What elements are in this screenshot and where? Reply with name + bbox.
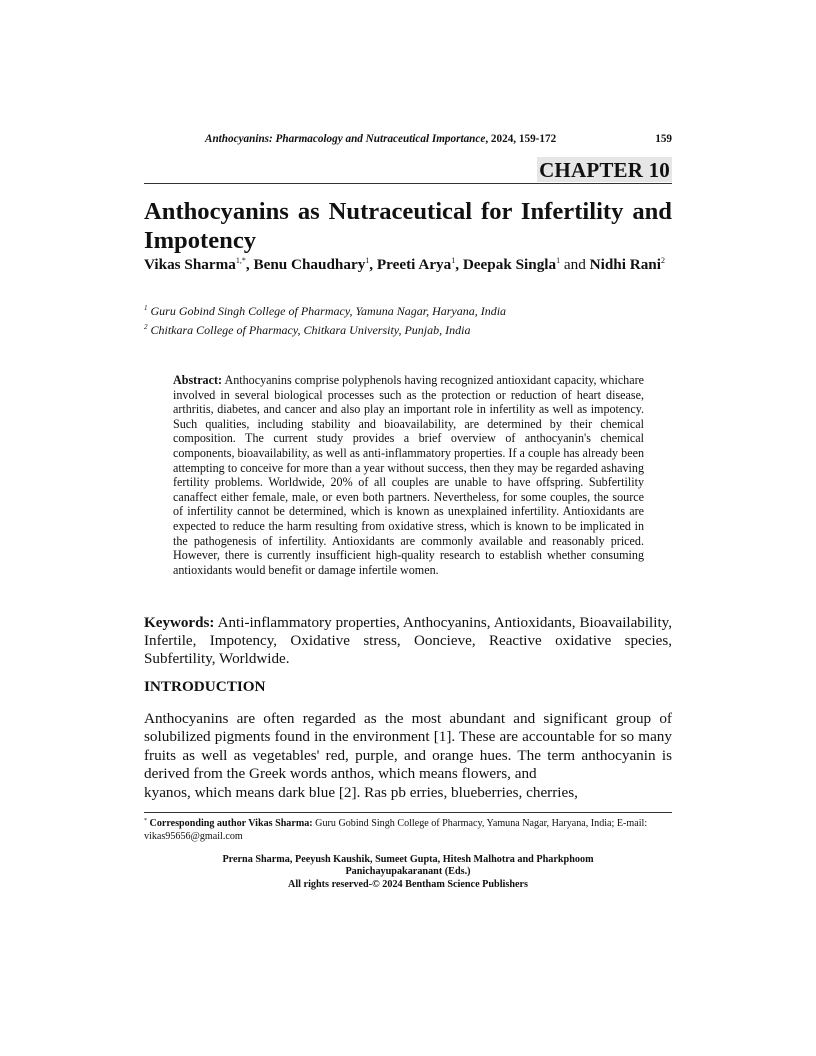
author-sup: 1,* — [235, 256, 246, 265]
book-title: Anthocyanins: Pharmacology and Nutraceutical Importance — [205, 133, 486, 145]
author-sup: 1 — [365, 256, 370, 265]
keywords-label: Keywords: — [144, 615, 215, 631]
page-number: 159 — [655, 133, 672, 145]
footnote-label: Corresponding author Vikas Sharma: — [149, 818, 313, 829]
introduction-paragraph: Anthocyanins are often regarded as the most abundant and significant group of solubilized pigments found in the environment [1]. These are accountable for so many fruits as well as vegetables' red, purple, and orange hues. The term anthocyanin is derived from the Greek words anthos, which means flowers, and — [144, 710, 672, 783]
affiliation-sup: 1 — [144, 304, 148, 312]
affiliation-text: Chitkara College of Pharmacy, Chitkara University, Punjab, India — [150, 323, 471, 337]
introduction-last-line: kyanos, which means dark blue [2]. Ras pb erries, blueberries, cherries, — [144, 783, 578, 801]
chapter-header-rule — [144, 157, 672, 184]
chapter-label: CHAPTER 10 — [539, 158, 670, 182]
keywords-text: Anti-inflammatory properties, Anthocyanins, Antioxidants, Bioavailability, Infertile, Impotency, Oxidative stress, Ooncieve, Reactive oxidative species, Subfertility, Worldwide. — [144, 615, 672, 668]
chapter-title: Anthocyanins as Nutraceutical for Infertility and Impotency — [144, 198, 672, 254]
affiliation-sup: 2 — [144, 323, 148, 331]
editors-line: Prerna Sharma, Peeyush Kaushik, Sumeet Gupta, Hitesh Malhotra and Pharkphoom — [222, 854, 594, 865]
footnote-sup: * — [144, 818, 147, 824]
author-sep: and — [560, 256, 590, 273]
footnote — [144, 815, 672, 843]
author-name: Nidhi Rani — [589, 256, 661, 273]
author-name: Preeti Arya — [376, 256, 452, 273]
affiliation — [144, 304, 672, 319]
abstract-label: Abstract: — [173, 373, 223, 387]
author-name: Benu Chaudhary — [253, 256, 366, 273]
running-head-text — [205, 133, 556, 145]
author-sep: , — [245, 256, 254, 273]
author-sup: 1 — [556, 256, 561, 265]
author-sup: 2 — [660, 256, 665, 265]
introduction-body — [144, 710, 672, 802]
author-sep: , — [369, 256, 377, 273]
author-name: Vikas Sharma — [144, 256, 236, 273]
editors-credit — [144, 854, 672, 891]
editors-line: Panichayupakaranant (Eds.) — [345, 866, 471, 878]
author-sep: , — [455, 256, 463, 273]
copyright-line: All rights reserved-© 2024 Bentham Science Publishers — [287, 878, 529, 890]
section-heading: INTRODUCTION — [144, 678, 266, 695]
footnote-rule — [144, 812, 672, 813]
author-sup: 1 — [451, 256, 456, 265]
affiliation — [144, 323, 672, 338]
keywords — [144, 614, 672, 669]
author-name: Deepak Singla — [462, 256, 557, 273]
abstract-text: Anthocyanins comprise polyphenols having recognized antioxidant capacity, whichare involved in several biological processes such as the protection or reduction of heart disease, arthritis, diabetes, and cancer and also play an important role in infertility as well as impotency. Such qualities, including stability and bioavailability, are determined by their chemical composition. The current study provides a brief overview of anthocyanin's chemical components, bioavailability, as well as anti-inflammatory properties. If a couple has already been attempting to conceive for more than a year without success, then they may be regarded ashaving fertility problems. Worldwide, 20% of all couples are unable to have offspring. Subfertility canaffect either female, male, or even both partners. Nevertheless, for some couples, the source of infertility cannot be determined, which is known as unexplained infertility. Antioxidants are expected to reduce the harm resulting from oxidative stress, which is known to be implicated in the pathogenesis of infertility. Antioxidants are commonly available and reasonably priced. However, there is currently insufficient high-quality research to establish whether consuming antioxidants would benefit or damage infertile women. — [173, 373, 644, 577]
author-list — [144, 256, 672, 274]
abstract — [173, 373, 644, 577]
book-details: , 2024, 159-172 — [485, 133, 557, 145]
affiliation-text: Guru Gobind Singh College of Pharmacy, Yamuna Nagar, Haryana, India — [150, 304, 507, 318]
footnote-text: Guru Gobind Singh College of Pharmacy, Yamuna Nagar, Haryana, India; E-mail: vikas95656@gmail.com — [144, 818, 648, 842]
